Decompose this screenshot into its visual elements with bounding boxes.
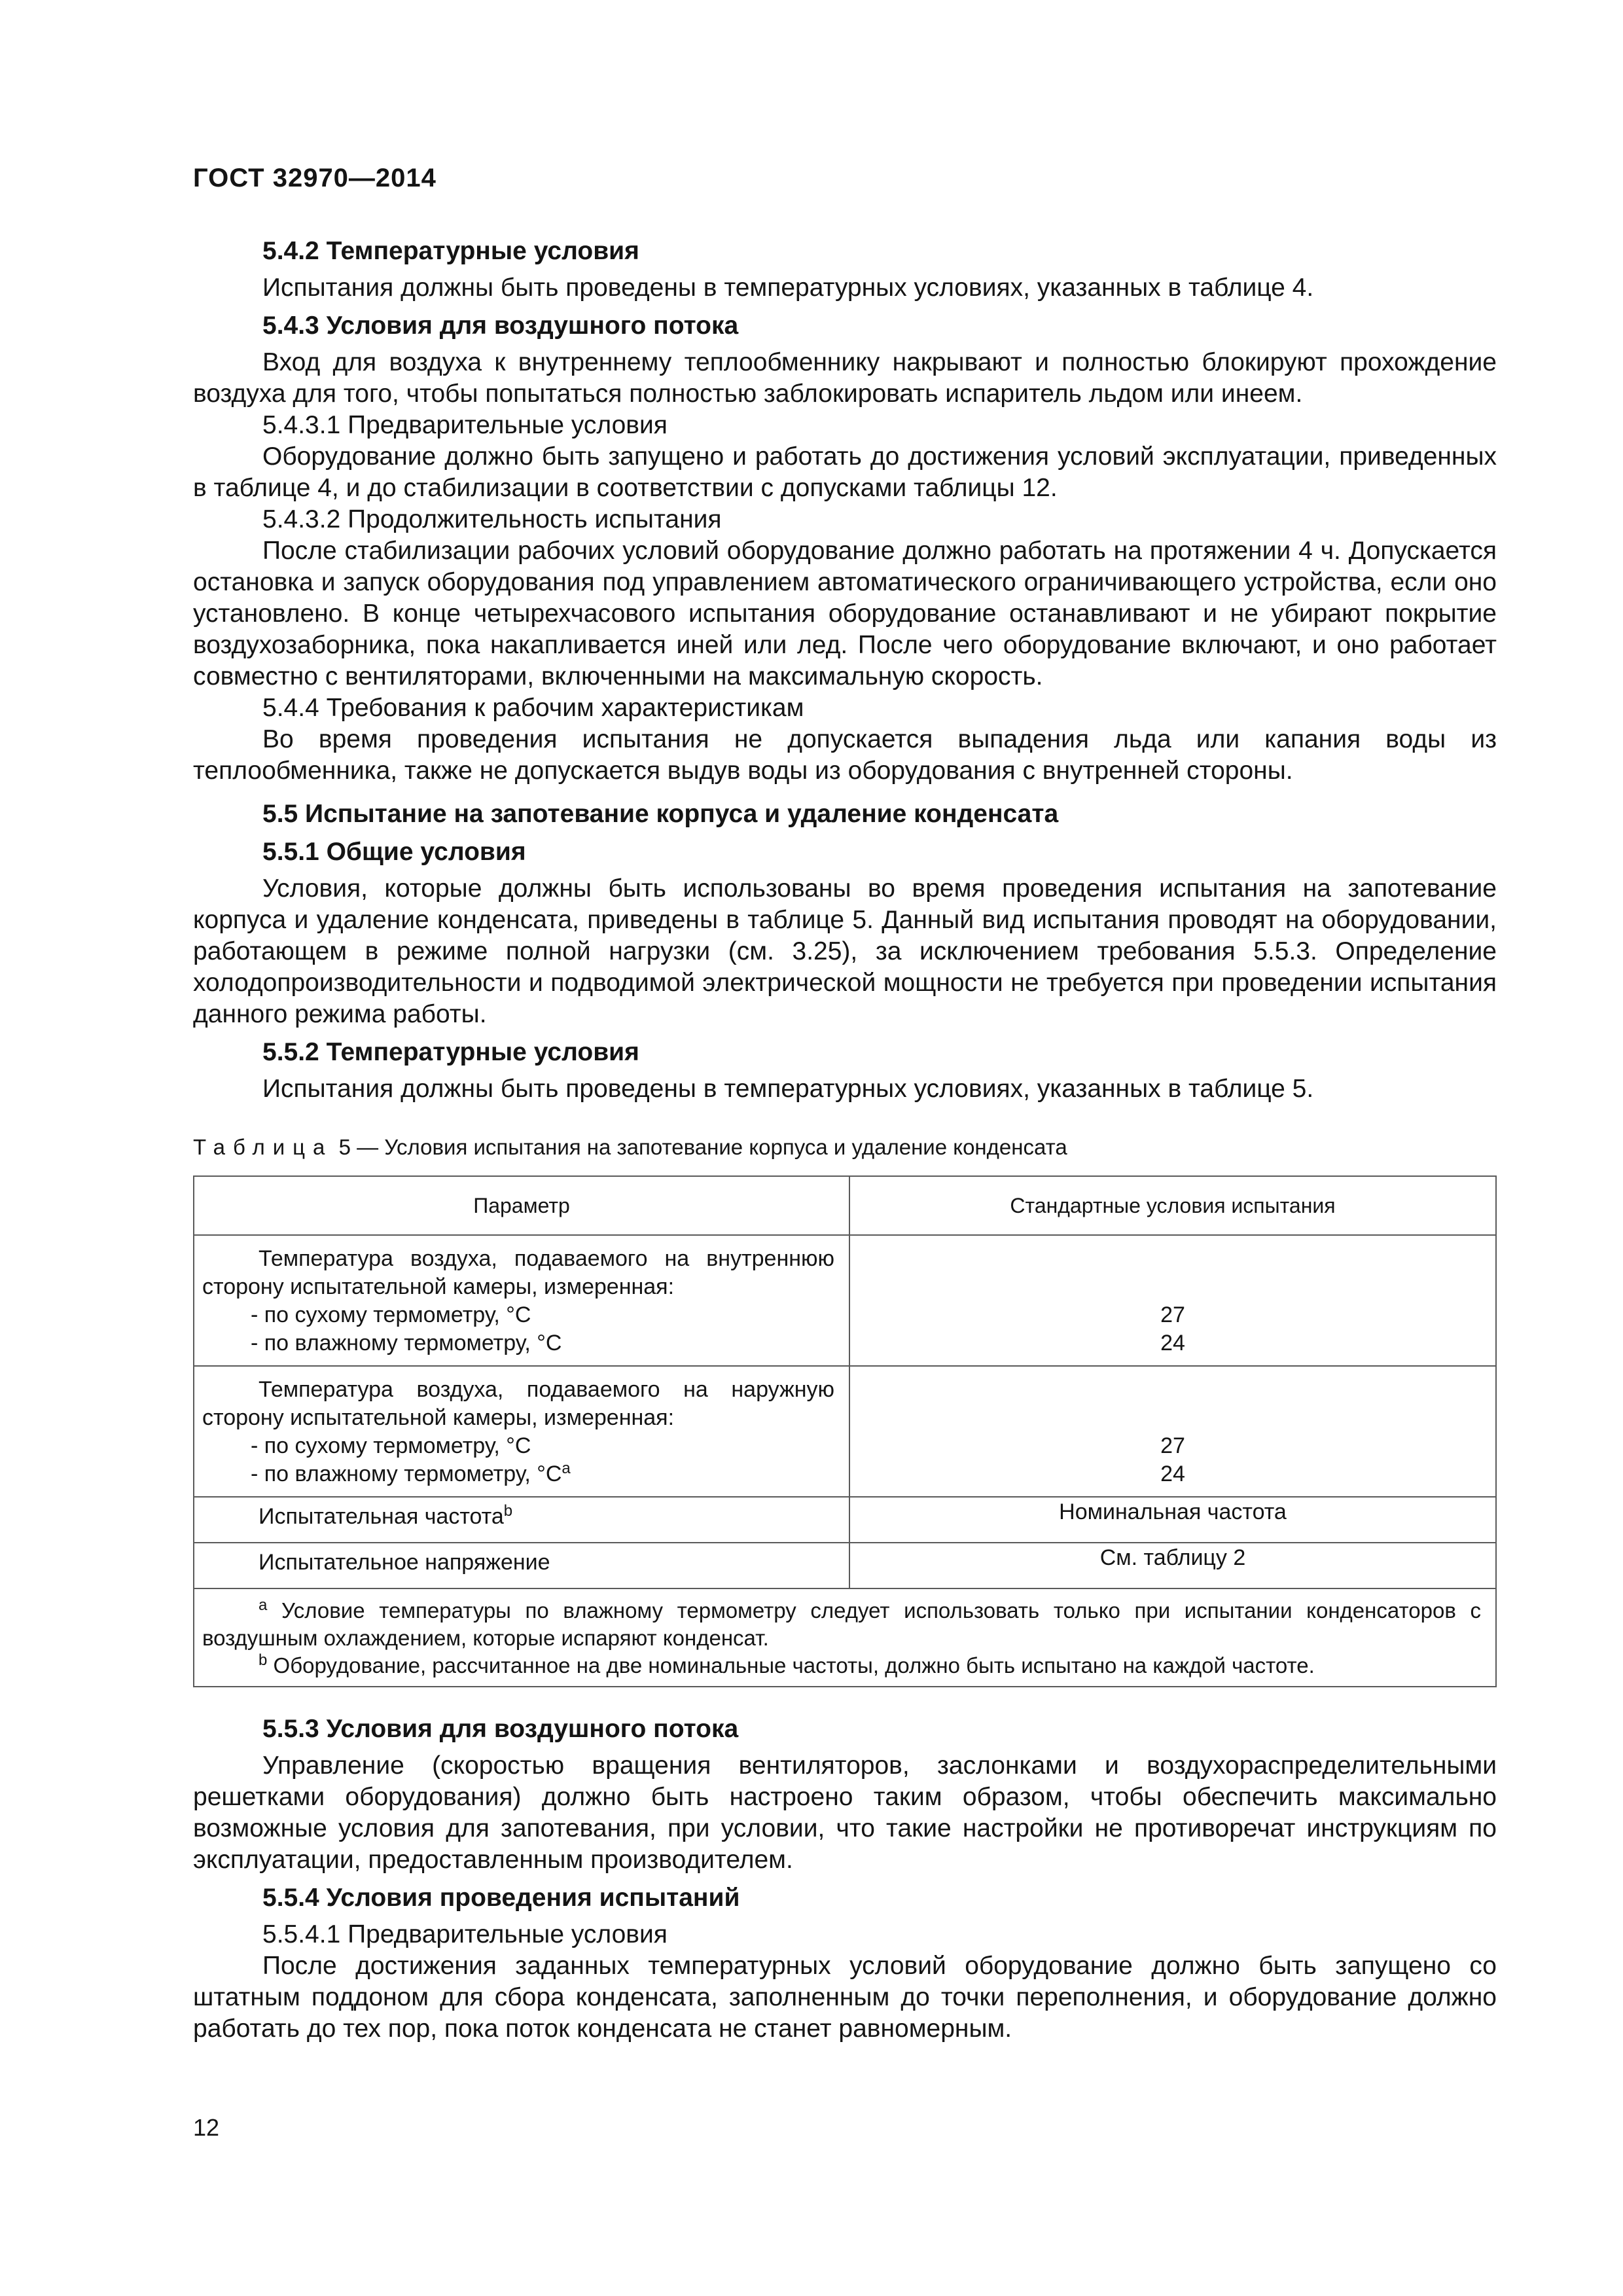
paragraph-5-4-2: Испытания должны быть проведены в температурных условиях, указанных в таблице 4. xyxy=(262,274,1314,302)
table-row xyxy=(194,1366,1496,1497)
paragraph-5-5-1: Условия, которые должны быть использованы во время проведения испытания на запотевание корпуса и удаление конденсата, приведены в таблице 5. Данный вид испытания проводят на оборудовании, работающем в режиме полной нагрузки (см. 3.25), за исключением требования 5.5.3. Определение холодопроизводительности и подводимой электрической мощности не требуется при проведении испытания данного режима работы. xyxy=(193,874,1497,1028)
table-header-row xyxy=(194,1176,1496,1235)
parameter-item: - по сухому термометру, °С xyxy=(251,1302,531,1327)
parameter-lead-text: Температура воздуха, подаваемого на наружную сторону испытательной камеры, измеренная: xyxy=(202,1377,834,1430)
footnote-marker: a xyxy=(562,1460,571,1477)
footnote-text: Оборудование, рассчитанное на две номинальные частоты, должно быть испытано на каждой частоте. xyxy=(273,1653,1315,1677)
table-row xyxy=(194,1543,1496,1588)
table-caption-text: 5 — Условия испытания на запотевание корпуса и удаление конденсата xyxy=(338,1135,1067,1159)
paragraph-5-5-4-1: После достижения заданных температурных условий оборудование должно быть запущено со штатным поддоном для сбора конденсата, заполненным до точки переполнения, и оборудование должно работать до тех пор, пока поток конденсата не станет равномерным. xyxy=(193,1952,1497,2043)
page-number: 12 xyxy=(193,2114,220,2141)
value-dry-bulb: 27 xyxy=(1160,1433,1185,1458)
footnote-marker: a xyxy=(259,1596,268,1614)
parameter-item: - по сухому термометру, °С xyxy=(251,1433,531,1458)
subsection-title-5-4-3-1: 5.4.3.1 Предварительные условия xyxy=(262,411,668,439)
footnote-marker: b xyxy=(503,1502,513,1520)
parameter-item-text: - по влажному термометру, °С xyxy=(251,1462,562,1486)
section-heading-5-5-2: 5.5.2 Температурные условия xyxy=(262,1038,639,1066)
paragraph-5-4-3-2: После стабилизации рабочих условий оборудование должно работать на протяжении 4 ч. Допускается остановка и запуск оборудования под управлением автоматического ограничивающего устройства, если оно установлено. В конце четырехчасового испытания оборудование останавливают и не убирают покрытие воздухозаборника, пока накапливается иней или лед. После чего оборудование включают, и оно работает совместно с вентиляторами, включенными на максимальную скорость. xyxy=(193,537,1497,691)
subsection-title-5-5-4-1: 5.5.4.1 Предварительные условия xyxy=(262,1920,668,1948)
section-heading-5-5: 5.5 Испытание на запотевание корпуса и удаление конденсата xyxy=(262,800,1059,828)
value-cell xyxy=(849,1235,1496,1366)
value-cell: Номинальная частота xyxy=(849,1497,1496,1543)
paragraph-5-4-3-1: Оборудование должно быть запущено и работать до достижения условий эксплуатации, приведенных в таблице 4, и до стабилизации в соответствии с допусками таблицы 12. xyxy=(193,442,1497,502)
section-heading-5-4-3: 5.4.3 Условия для воздушного потока xyxy=(262,312,739,340)
paragraph-5-4-3: Вход для воздуха к внутреннему теплообменнику накрывают и полностью блокируют прохождение воздуха для того, чтобы попытаться полностью заблокировать испаритель льдом или инеем. xyxy=(193,348,1497,408)
paragraph-5-4-4: Во время проведения испытания не допускается выпадения льда или капания воды из теплообменника, также не допускается выдув воды из оборудования с внутренней стороны. xyxy=(193,725,1497,785)
value-dry-bulb: 27 xyxy=(1160,1302,1185,1327)
parameter-lead-text: Температура воздуха, подаваемого на внутреннюю сторону испытательной камеры, измеренная: xyxy=(202,1246,834,1299)
section-heading-5-4-2: 5.4.2 Температурные условия xyxy=(262,237,639,265)
paragraph-5-5-3: Управление (скоростью вращения вентиляторов, заслонками и воздухораспределительными решетками оборудования) должно быть настроено таким образом, чтобы обеспечить максимально возможные условия для запотевания, при условии, что такие настройки не противоречат инструкциям по эксплуатации, предоставленным производителем. xyxy=(193,1751,1497,1874)
footnote-b xyxy=(202,1652,1481,1679)
section-heading-5-5-1: 5.5.1 Общие условия xyxy=(262,838,526,866)
subsection-title-5-4-3-2: 5.4.3.2 Продолжительность испытания xyxy=(262,505,722,533)
value-wet-bulb: 24 xyxy=(1160,1331,1185,1355)
table-row xyxy=(194,1235,1496,1366)
value-wet-bulb: 24 xyxy=(1160,1462,1185,1486)
footnote-a xyxy=(202,1597,1481,1652)
value-cell: См. таблицу 2 xyxy=(849,1543,1496,1588)
paragraph-5-5-2: Испытания должны быть проведены в температурных условиях, указанных в таблице 5. xyxy=(262,1075,1314,1103)
parameter-label: Испытательная частота xyxy=(259,1504,504,1529)
table-footnotes xyxy=(194,1588,1496,1687)
section-heading-5-5-3: 5.5.3 Условия для воздушного потока xyxy=(262,1715,739,1743)
document-code-header: ГОСТ 32970—2014 xyxy=(193,164,437,192)
document-body xyxy=(193,229,1497,2045)
footnote-text: Условие температуры по влажному термометру следует использовать только при испытании конденсаторов с воздушным охлаждением, которые испаряют конденсат. xyxy=(202,1598,1481,1650)
table-caption xyxy=(193,1134,1497,1161)
conditions-table xyxy=(193,1175,1497,1687)
column-header-conditions: Стандартные условия испытания xyxy=(849,1176,1496,1235)
parameter-cell: Испытательное напряжение xyxy=(194,1543,849,1588)
parameter-cell xyxy=(194,1235,849,1366)
footnote-marker: b xyxy=(259,1651,268,1669)
table-row xyxy=(194,1497,1496,1543)
section-heading-5-5-4: 5.5.4 Условия проведения испытаний xyxy=(262,1884,740,1912)
parameter-item xyxy=(202,1460,834,1488)
table-caption-word: Таблица xyxy=(193,1135,333,1159)
subsection-title-5-4-4: 5.4.4 Требования к рабочим характеристикам xyxy=(262,694,804,722)
parameter-cell xyxy=(194,1497,849,1543)
column-header-parameter: Параметр xyxy=(194,1176,849,1235)
value-cell xyxy=(849,1366,1496,1497)
parameter-item: - по влажному термометру, °С xyxy=(251,1331,562,1355)
table-notes-row xyxy=(194,1588,1496,1687)
parameter-cell xyxy=(194,1366,849,1497)
